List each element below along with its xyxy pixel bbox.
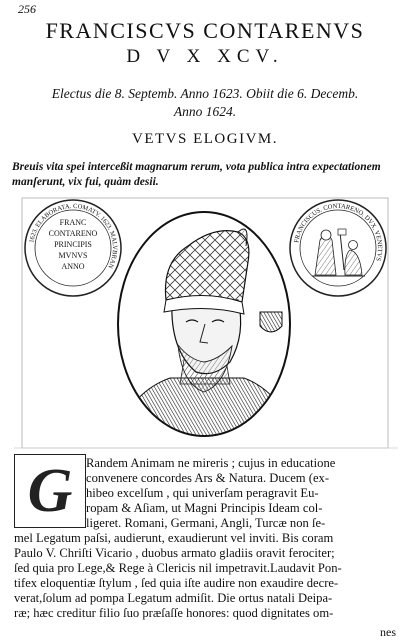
doge-portrait-engraving (110, 212, 300, 445)
motto-line-2: manſerunt, vix fui, quàm desii. (12, 176, 159, 188)
first-body-line: Randem Animam ne mireris ; cujus in educatione (86, 456, 336, 470)
body-line: verat,ſolum ad pompa Legatum admiſit. Die ortus natali Deipa- (14, 591, 333, 605)
svg-text:1623. ELABORATA. COMATV. 1623.: 1623. ELABORATA. COMATV. 1623. MALVBRAN (28, 202, 119, 270)
elogium-heading: VETVS ELOGIVM. (132, 131, 278, 147)
left-medal-seal (25, 200, 121, 296)
svg-text:FRANC: FRANC (59, 218, 87, 227)
svg-text:FRANCISCUS. CONTARENO. DVX. VE: FRANCISCUS. CONTARENO. DVX. VENETVS (293, 202, 384, 262)
election-dates-line: Electus die 8. Septemb. Anno 1623. Obiit die 6. Decemb. (51, 86, 359, 101)
page-number: 256 (18, 2, 36, 16)
right-medal-seal (290, 200, 386, 296)
drop-cap-initial (14, 454, 86, 528)
body-line: tifex eloquentiæ ſtylum , ſed quia iſte audire non exaudire decre- (14, 576, 339, 590)
body-line: mel Legatum paſsi, audierunt, exaudierunt vel inviti. Bis coram (14, 531, 334, 545)
death-year-line: Anno 1624. (173, 104, 237, 119)
catchword: nes (380, 625, 396, 639)
body-line: hibeo excelſum , qui univerſam peragravit Eu- (86, 486, 319, 500)
body-line: ſed quia pro Lege,& Rege à Clericis nil impetravit.Laudavit Pon- (14, 561, 342, 575)
body-line: Paulo V. Chriſti Vicario , duobus armato gladiis oravit ferociter; (14, 546, 335, 560)
motto-line-1: Breuis vita spei interceßit magnarum rerum, vota publica intra expectationem (12, 161, 381, 173)
svg-text:MVNVS: MVNVS (58, 251, 88, 260)
body-line: ligeret. Romani, Germani, Angli, Turcæ non ſe- (86, 516, 326, 530)
drop-cap-letter: G (27, 457, 73, 525)
body-line: convenere concordes Ars & Natura. Ducem (ex- (86, 471, 330, 485)
doge-number-title: D V X XCV. (126, 46, 284, 67)
svg-text:PRINCIPIS: PRINCIPIS (54, 240, 92, 249)
body-line: ropam & Aſiam, ut Magni Principis Ideam col- (86, 501, 323, 515)
body-line: ræ; hæc creditur filio ſuo præſaſſe honores: quod dignitates om- (14, 606, 334, 620)
svg-text:CONTARENO: CONTARENO (48, 229, 98, 238)
svg-text:ANNO: ANNO (61, 262, 85, 271)
doge-name-title: FRANCISCVS CONTARENVS (45, 18, 365, 43)
